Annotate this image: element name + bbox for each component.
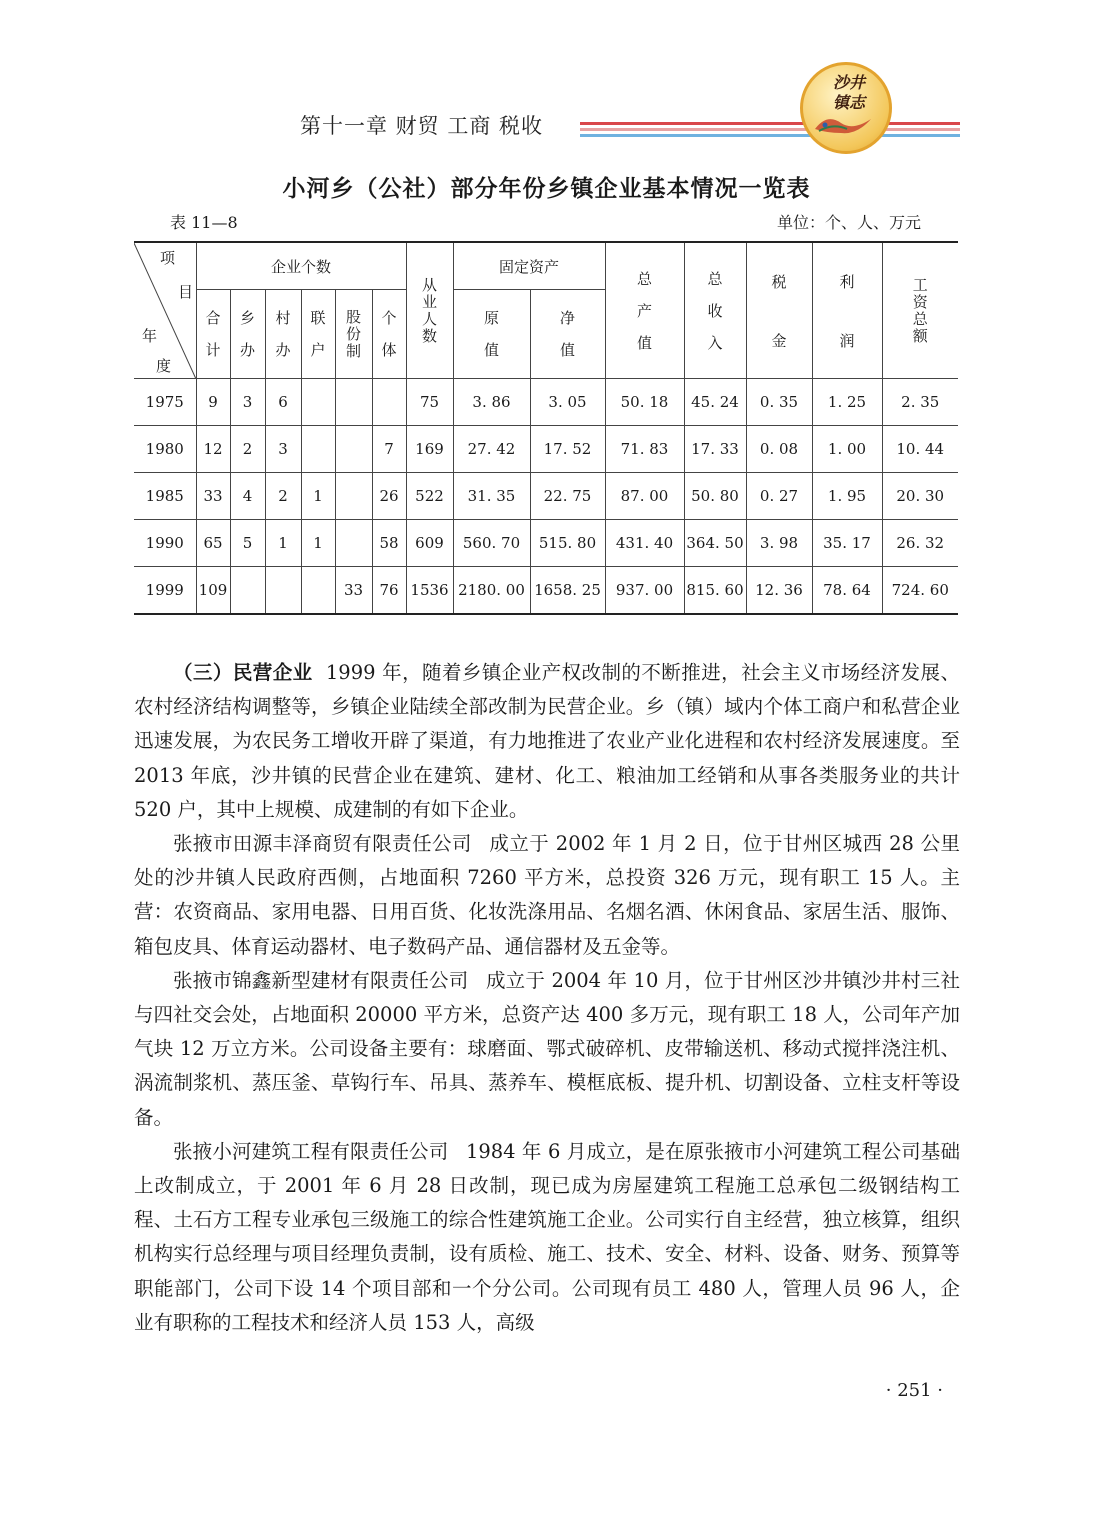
table-cell: 431. 40 [605,520,684,567]
table-cell: 364. 50 [684,520,746,567]
phoenix-icon [813,109,873,139]
table-cell [301,379,335,426]
table-cell [372,379,406,426]
table-cell: 0. 08 [746,426,812,473]
header-net-value: 净 值 [530,290,605,379]
table-cell: 9 [196,379,230,426]
table-cell: 0. 35 [746,379,812,426]
table-cell: 45. 24 [684,379,746,426]
table-cell: 71. 83 [605,426,684,473]
table-cell [265,567,301,615]
table-row [134,567,958,615]
header-joint-household: 联 户 [301,290,335,379]
enterprise-table [134,241,958,615]
table-cell: 2 [230,426,265,473]
table-cell: 724. 60 [882,567,958,615]
year-cell: 1985 [134,473,196,520]
table-cell [335,426,372,473]
logo-line-1: 沙井 [832,73,865,92]
table-cell: 75 [406,379,453,426]
table-cell: 3. 05 [530,379,605,426]
table-cell: 1536 [406,567,453,615]
table-cell [335,379,372,426]
header-individual: 个 体 [372,290,406,379]
table-row [134,379,958,426]
table-cell: 17. 33 [684,426,746,473]
table-row [134,426,958,473]
table-cell: 1. 00 [812,426,882,473]
table-cell [335,520,372,567]
table-cell: 560. 70 [453,520,530,567]
table-cell: 2180. 00 [453,567,530,615]
table-number: 表 11—8 [170,213,238,232]
table-cell: 1. 95 [812,473,882,520]
table-cell [335,473,372,520]
year-cell: 1975 [134,379,196,426]
table-cell: 31. 35 [453,473,530,520]
table-cell: 0. 27 [746,473,812,520]
company-description: 成立于 2002 年 1 月 2 日，位于甘州区城西 28 公里处的沙井镇人民政府西侧，占地面积 7260 平方米，总投资 326 万元，现有职工 15 人。主营：农资商品、家用电器、日用百货、化妆洗涤用品、名烟名酒、休闲食品、家居生活、服饰、箱包皮具、体育运动器材、电子数码产品、通信器材及五金等。 [134,832,960,958]
table-cell: 27. 42 [453,426,530,473]
table-cell: 12. 36 [746,567,812,615]
company-name: 张掖市锦鑫新型建材有限责任公司 [173,968,469,992]
year-cell: 1980 [134,426,196,473]
company-paragraph [134,827,960,964]
table-cell [230,567,265,615]
header-rule-pink [580,128,960,131]
logo-line-2: 镇志 [832,93,865,112]
table-cell: 3 [230,379,265,426]
table-cell: 3 [265,426,301,473]
table-cell: 109 [196,567,230,615]
table-cell: 522 [406,473,453,520]
table-cell: 26 [372,473,406,520]
table-cell: 58 [372,520,406,567]
header-township-run: 乡 办 [230,290,265,379]
header-total-wages: 工 资 总 额 [882,242,958,379]
table-cell [301,567,335,615]
table-cell: 33 [196,473,230,520]
table-cell: 20. 30 [882,473,958,520]
table-cell: 26. 32 [882,520,958,567]
table-cell: 17. 52 [530,426,605,473]
header-tax: 税 金 [746,242,812,379]
table-cell: 3. 98 [746,520,812,567]
table-cell: 4 [230,473,265,520]
header-fixed-assets: 固定资产 [453,242,605,290]
table-cell: 515. 80 [530,520,605,567]
table-cell: 1 [301,520,335,567]
page-number: · 251 · [885,1380,943,1401]
table-cell: 3. 86 [453,379,530,426]
section-intro-text: 1999 年，随着乡镇企业产权改制的不断推进，社会主义市场经济发展、农村经济结构调整等，乡镇企业陆续全部改制为民营企业。乡（镇）域内个体工商户和私营企业迅速发展，为农民务工增收开辟了渠道，有力地推进了农业产业化进程和农村经济发展速度。至 2013 年底，沙井镇的民营企业在建筑、建材、化工、粮油加工经销和从事各类服务业的共计 520 户，其中上规模、成建制的有如下企业。 [134,661,960,821]
header-village-run: 村 办 [265,290,301,379]
year-cell: 1999 [134,567,196,615]
corner-top-2: 目 [178,283,194,301]
corner-top-1: 项 [160,249,176,267]
table-cell: 937. 00 [605,567,684,615]
header-shareholding: 股份制 [335,290,372,379]
table-cell: 609 [406,520,453,567]
table-unit: 单位：个、人、万元 [776,213,921,232]
company-name: 张掖市田源丰泽商贸有限责任公司 [173,832,472,856]
table-row [134,520,958,567]
table-cell: 169 [406,426,453,473]
table-cell [301,426,335,473]
year-cell: 1990 [134,520,196,567]
header-rule-red [580,122,960,125]
header-profit: 利 润 [812,242,882,379]
table-cell: 6 [265,379,301,426]
table-cell: 50. 18 [605,379,684,426]
table-cell: 1658. 25 [530,567,605,615]
book-seal-logo [800,62,892,154]
table-cell: 7 [372,426,406,473]
header-total: 合 计 [196,290,230,379]
table-title: 小河乡（公社）部分年份乡镇企业基本情况一览表 [282,176,811,202]
table-cell: 1 [265,520,301,567]
header-enterprise-count: 企业个数 [196,242,406,290]
section-intro-paragraph [134,656,960,827]
table-cell: 22. 75 [530,473,605,520]
company-paragraph [134,964,960,1135]
table-cell: 10. 44 [882,426,958,473]
header-rule-blue [580,134,960,137]
company-description: 成立于 2004 年 10 月，位于甘州区沙井镇沙井村三社与四社交会处，占地面积 20000 平方米，总资产达 400 多万元，现有职工 18 人，公司年产加气块 12 万立方米。公司设备主要有：球磨面、鄂式破碎机、皮带输送机、移动式搅拌浇注机、涡流制浆机、蒸压釜、草钩行车、吊具、蒸养车、模框底板、提升机、切割设备、立柱支杆等设备。 [134,968,960,1129]
table-cell: 76 [372,567,406,615]
logo-text [821,73,877,113]
table-cell: 50. 80 [684,473,746,520]
table-cell: 815. 60 [684,567,746,615]
header-total-output: 总 产 值 [605,242,684,379]
table-cell: 12 [196,426,230,473]
table-cell: 87. 00 [605,473,684,520]
table-cell: 78. 64 [812,567,882,615]
section-title: （三）民营企业 [173,661,313,684]
corner-bottom-2: 度 [156,357,172,375]
company-name: 张掖小河建筑工程有限责任公司 [173,1139,449,1163]
corner-bottom-1: 年 [142,327,158,345]
table-cell: 33 [335,567,372,615]
company-description: 1984 年 6 月成立，是在原张掖市小河建筑工程公司基础上改制成立，于 2001 年 6 月 28 日改制，现已成为房屋建筑工程施工总承包二级钢结构工程、土石方工程专业承包三级施工的综合性建筑施工企业。公司实行自主经营，独立核算，组织机构实行总经理与项目经理负责制，设有质检、施工、技术、安全、材料、设备、财务、预算等职能部门，公司下设 14 个项目部和一个分公司。公司现有员工 480 人，管理人员 96 人，企业有职称的工程技术和经济人员 153 人，高级 [134,1139,960,1334]
header-employees: 从 业 人 数 [406,242,453,379]
header-original-value: 原 值 [453,290,530,379]
company-paragraph [134,1135,960,1340]
table-cell: 5 [230,520,265,567]
table-row [134,473,958,520]
table-cell: 2. 35 [882,379,958,426]
table-cell: 1. 25 [812,379,882,426]
table-body [134,379,958,615]
table-cell: 35. 17 [812,520,882,567]
corner-cell [134,242,196,379]
table-cell: 1 [301,473,335,520]
header-total-income: 总 收 入 [684,242,746,379]
table-cell: 2 [265,473,301,520]
body-text [134,656,960,1340]
table-cell: 65 [196,520,230,567]
chapter-title: 第十一章 财贸 工商 税收 [300,114,544,138]
